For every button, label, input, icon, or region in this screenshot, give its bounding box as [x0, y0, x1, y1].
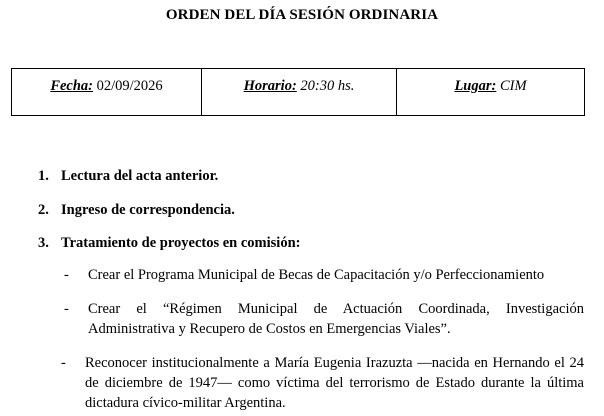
item-number: 1. — [38, 168, 49, 184]
lugar-cell — [397, 69, 585, 116]
fecha-label: Fecha: — [50, 78, 93, 94]
subitem-text: Crear el Programa Municipal de Becas de Capacitación y/o Perfeccionamiento — [88, 267, 545, 283]
page-title: ORDEN DEL DÍA SESIÓN ORDINARIA — [165, 7, 439, 23]
agenda-item — [38, 168, 218, 185]
horario-value: 20:30 hs. — [300, 78, 355, 94]
subitem-text: Reconocer institucionalmente a María Eugenia Irazuzta —nacida en Hernando el 24 de diciembre de 1947— como víctima del terrorismo de Estado durante la última dictadura cívico-militar Argentina. — [85, 355, 584, 411]
fecha-value: 02/09/2026 — [96, 78, 163, 94]
horario-label: Horario: — [243, 78, 297, 94]
fecha-cell — [12, 69, 202, 116]
horario-cell — [202, 69, 397, 116]
lugar-value: CIM — [499, 78, 527, 94]
subitem-marker: - — [64, 267, 69, 283]
item-number: 3. — [38, 235, 49, 251]
item-text: Ingreso de correspondencia. — [61, 202, 235, 218]
item-number: 2. — [38, 202, 49, 218]
session-info-table — [11, 68, 585, 116]
item-text: Lectura del acta anterior. — [61, 168, 219, 184]
item-text: Tratamiento de proyectos en comisión: — [61, 235, 301, 251]
subitem — [61, 353, 584, 413]
subitem — [64, 265, 584, 285]
lugar-label: Lugar: — [454, 78, 497, 94]
subitem — [64, 299, 584, 339]
subitem-marker: - — [64, 301, 69, 317]
subitem-marker: - — [61, 355, 66, 371]
agenda-item — [38, 202, 235, 219]
subitem-text: Crear el “Régimen Municipal de Actuación Coordinada, Investigación Administrativa y Recupero de Costos en Emergencias Viales”. — [88, 301, 584, 337]
agenda-item — [38, 235, 300, 252]
